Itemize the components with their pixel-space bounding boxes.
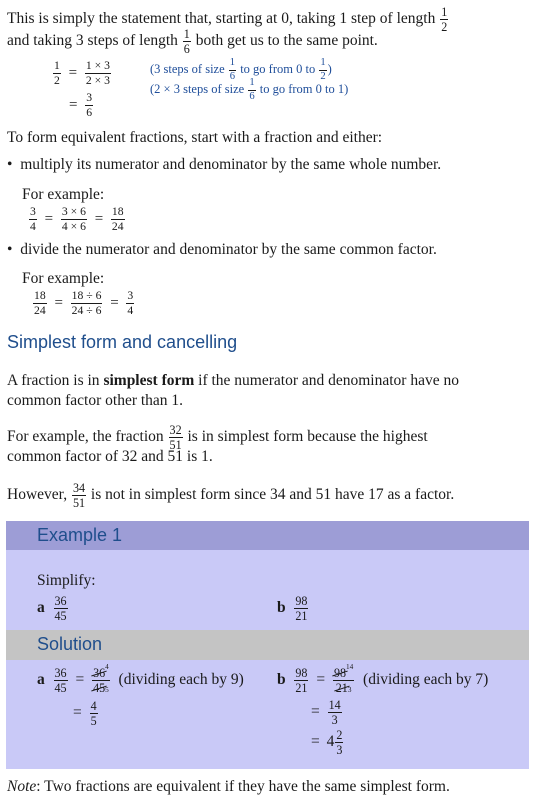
solution-a-result: = $\frac{4}{5}$ — [73, 699, 97, 729]
fraction: $\frac{1}{6}$ — [183, 27, 190, 57]
question-b: b $\frac{98}{21}$ — [277, 594, 308, 624]
solution-b: b $\frac{98}{21}$ = $\frac{98^{14}}{213}$ (dividing each by 7) — [277, 663, 489, 696]
working-line-1: $\frac{1}{2}$ = $\frac{1 \times 3}{2 \times 3}$ — [54, 59, 110, 87]
example-equation-2: $\frac{18}{24}$ = $\frac{18 \div 6}{24 \div 6}$ = $\frac{3}{4}$ — [34, 289, 134, 317]
example-title: Example 1 — [37, 525, 123, 545]
for-example-2: For example: — [22, 270, 105, 287]
equiv-lead: To form equivalent fractions, start with a fraction and either: — [7, 129, 383, 146]
for-example-1: For example: — [22, 186, 105, 203]
question-a: a $\frac{36}{45}$ — [37, 594, 67, 624]
working-line-2: = $\frac{3}{6}$ — [69, 91, 93, 119]
intro-line-1: This is simply the statement that, starting at 0, taking 1 step of length $\frac{1}{2}$ — [7, 5, 448, 35]
example-title-band — [6, 521, 529, 550]
example-equation-1: $\frac{3}{4}$ = $\frac{3 \times 6}{4 \times 6}$ = $\frac{18}{24}$ — [30, 205, 124, 233]
intro-line-2: and taking 3 steps of length $\frac{1}{6}$ both get us to the same point. — [7, 27, 378, 57]
cancelled-fraction-a: $\frac{36^4}{455}$ — [93, 663, 109, 696]
working-note-1: (3 steps of size $\frac{1}{6}$ to go from 0 to $\frac{1}{2}$ ) — [150, 57, 332, 82]
example-fraction-line-2: common factor of 32 and 51 is 1. — [7, 448, 213, 465]
solution-title: Solution — [37, 634, 103, 654]
bullet-2: • divide the numerator and denominator by the same common factor. — [7, 241, 437, 258]
working-note-2: (2 × 3 steps of size $\frac{1}{6}$ to go from 0 to 1) — [150, 77, 349, 102]
example-box — [6, 521, 529, 769]
example-fraction-line: For example, the fraction $\frac{32}{51}$ is in simplest form because the highest — [7, 423, 428, 453]
section-heading: Simplest form and cancelling — [7, 332, 238, 352]
solution-a: a $\frac{36}{45}$ = $\frac{36^4}{455}$ (dividing each by 9) — [37, 663, 244, 696]
solution-b-result-2: = 4 $\frac{2}{3}$ — [311, 728, 343, 758]
fraction: $\frac{1}{2}$ — [441, 5, 448, 35]
however-line: However, $\frac{34}{51}$ is not in simplest form since 34 and 51 have 17 as a factor. — [7, 481, 455, 511]
bullet-1: • multiply its numerator and denominator by the same whole number. — [7, 156, 442, 173]
solution-band — [6, 630, 529, 660]
cancelled-fraction-b: $\frac{98^{14}}{213}$ — [333, 663, 354, 696]
note-line: Note: Two fractions are equivalent if they have the same simplest form. — [7, 778, 450, 795]
simplify-prompt: Simplify: — [37, 572, 96, 589]
solution-b-result-1: = $\frac{14}{3}$ — [311, 698, 341, 728]
simplest-form-paragraph: A fraction is in simplest form if the numerator and denominator have no common factor other than 1. — [7, 372, 459, 409]
